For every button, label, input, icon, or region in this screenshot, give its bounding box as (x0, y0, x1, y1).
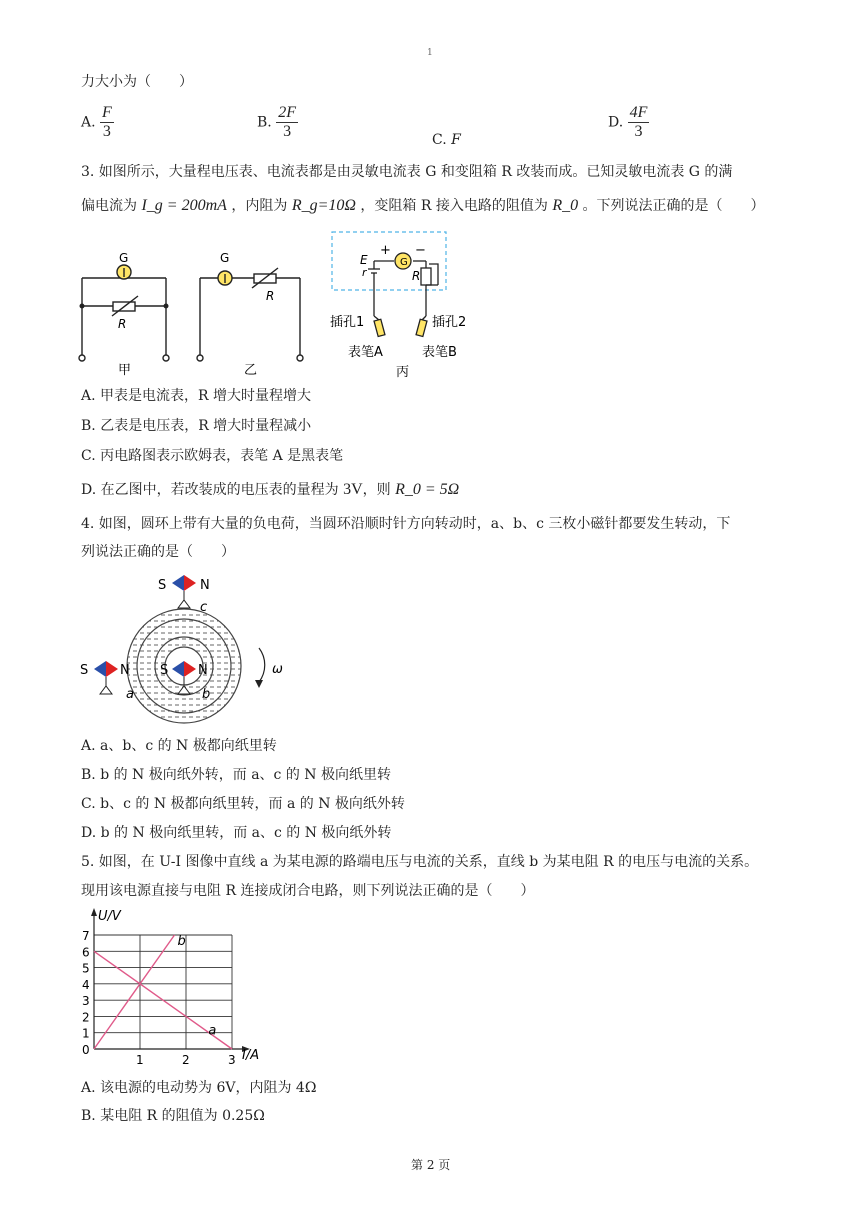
q3-option-d[interactable] (81, 480, 459, 500)
fraction (628, 104, 650, 141)
q5-stem-line1: 5. 如图，在 U-I 图像中直线 a 为某电源的路端电压与电流的关系，直线 b 为某电阻 R 的电压与电流的关系。 (81, 854, 759, 870)
needle-c-label: c (200, 600, 208, 615)
needle-c-n: N (200, 578, 210, 593)
q4-ring-figure (76, 570, 296, 735)
yi-r-label: R (266, 289, 275, 303)
needle-c-s: S (158, 578, 167, 593)
y-tick-label: 6 (82, 945, 90, 960)
chart-axes (91, 908, 250, 1052)
option-label: A. (81, 114, 96, 131)
hole2-label: 插孔2 (432, 315, 467, 330)
jia-g-label: G (119, 251, 129, 265)
option-label: B. (257, 114, 272, 131)
numerator: 2F (278, 104, 296, 121)
y-axis-label: U/V (98, 909, 121, 924)
x-tick-label: 1 (136, 1053, 144, 1067)
q4-option-a[interactable]: A. a、b、c 的 N 极都向纸里转 (81, 738, 277, 754)
fraction (100, 104, 114, 141)
q5-stem-line2: 现用该电源直接与电阻 R 连接成闭合电路，则下列说法正确的是（ ） (81, 883, 535, 899)
ui-chart (74, 904, 284, 1070)
needle-c (172, 575, 196, 608)
rotation-arrow-icon (259, 648, 265, 682)
omega-label: ω (272, 662, 283, 677)
r0-symbol: R_0 (552, 197, 579, 214)
q3-stem-line2 (81, 196, 765, 216)
needle-a-n: N (120, 663, 130, 678)
q5-option-b[interactable]: B. 某电阻 R 的阻值为 0.25Ω (81, 1108, 265, 1124)
text: 。下列说法正确的是（ ） (582, 198, 765, 214)
q5-option-a[interactable]: A. 该电源的电动势为 6V，内阻为 4Ω (81, 1080, 317, 1096)
q3-option-b[interactable]: B. 乙表是电压表，R 增大时量程减小 (81, 418, 312, 434)
needle-b-s: S (160, 663, 169, 678)
q2-option-d[interactable] (608, 104, 649, 141)
q2-tail: 力大小为（ ） (81, 74, 193, 90)
q2-option-a[interactable] (81, 104, 114, 141)
needle-b-n: N (198, 663, 208, 678)
internal-r-label: r (362, 266, 367, 279)
bing-g-label: G (400, 257, 408, 268)
yi-caption: 乙 (244, 363, 258, 378)
jia-caption: 甲 (118, 363, 132, 378)
bing-r-label: R (412, 269, 421, 283)
plus-sign: + (380, 243, 391, 258)
y-tick-label: 1 (82, 1026, 90, 1041)
y-tick-label: 2 (82, 1010, 90, 1025)
q3-option-a[interactable]: A. 甲表是电流表，R 增大时量程增大 (81, 388, 312, 404)
q4-stem-line1: 4. 如图，圆环上带有大量的负电荷，当圆环沿顺时针方向转动时，a、b、c 三枚小磁针都要发生转动，下 (81, 516, 731, 532)
needle-a (94, 661, 118, 694)
needle-a-label: a (126, 687, 134, 702)
circuit-yi (197, 268, 303, 361)
bing-caption: 丙 (396, 365, 410, 378)
y-tick-label: 5 (82, 961, 90, 976)
pen-b-label: 表笔B (422, 345, 457, 360)
page-footer: 第 2 页 (411, 1158, 451, 1172)
text: 偏电流为 (81, 198, 137, 214)
header-mark: 1 (427, 48, 433, 58)
option-label: D. (608, 114, 624, 131)
text: D. 在乙图中，若改装成的电压表的量程为 (81, 482, 339, 498)
r0-value: R_0 = 5Ω (395, 481, 460, 498)
q4-option-c[interactable]: C. b、c 的 N 极都向纸里转，而 a 的 N 极向纸外转 (81, 796, 405, 812)
jia-r-label: R (118, 317, 127, 331)
q4-stem-line2: 列说法正确的是（ ） (81, 544, 235, 560)
y-tick-label: 7 (82, 929, 90, 943)
q4-option-b[interactable]: B. b 的 N 极向纸外转，而 a、c 的 N 极向纸里转 (81, 767, 391, 783)
y-tick-label: 3 (82, 994, 90, 1009)
fraction (276, 104, 298, 141)
series-label-b: b (177, 933, 186, 949)
rg-formula: R_g=10Ω (291, 197, 356, 214)
ig-formula: I_g = 200mA (141, 197, 227, 214)
voltage-value: 3V (343, 481, 363, 498)
q4-option-d[interactable]: D. b 的 N 极向纸里转，而 a、c 的 N 极向纸外转 (81, 825, 392, 841)
needle-b-label: b (202, 687, 211, 702)
numerator: F (102, 104, 112, 121)
series-label-a: a (208, 1023, 217, 1039)
x-tick-label: 2 (182, 1053, 190, 1067)
numerator: 4F (629, 104, 648, 121)
x-axis-label: I/A (242, 1048, 260, 1063)
denominator: 3 (283, 123, 292, 140)
arrowhead-icon (255, 680, 263, 688)
option-text: F (451, 132, 461, 148)
x-tick-label: 3 (228, 1053, 236, 1067)
text: ，则 (362, 482, 391, 498)
y-axis-arrow-icon (91, 908, 97, 916)
q3-circuit-figure (72, 228, 472, 378)
text: ，变阻箱 R 接入电路的阻值为 (360, 198, 548, 214)
text: ，内阻为 (231, 198, 288, 214)
y-tick-label: 4 (82, 977, 90, 992)
q3-stem-line1: 3. 如图所示，大量程电压表、电流表都是由灵敏电流表 G 和变阻箱 R 改装而成。已知灵敏电流表 G 的满 (81, 164, 733, 180)
q2-option-b[interactable] (257, 104, 298, 141)
circuit-jia (79, 265, 169, 361)
minus-sign: − (415, 243, 426, 258)
option-label: C. (432, 132, 447, 148)
yi-g-label: G (220, 251, 230, 265)
denominator: 3 (102, 123, 111, 140)
series-line-b (94, 935, 175, 1049)
needle-a-s: S (80, 663, 89, 678)
denominator: 3 (634, 123, 643, 140)
pen-a-label: 表笔A (348, 345, 383, 360)
q3-option-c[interactable]: C. 丙电路图表示欧姆表，表笔 A 是黑表笔 (81, 448, 344, 464)
hole1-label: 插孔1 (330, 315, 365, 330)
emf-label: E (360, 253, 368, 267)
q2-option-c[interactable] (432, 132, 461, 148)
y-tick-label: 0 (82, 1043, 90, 1057)
